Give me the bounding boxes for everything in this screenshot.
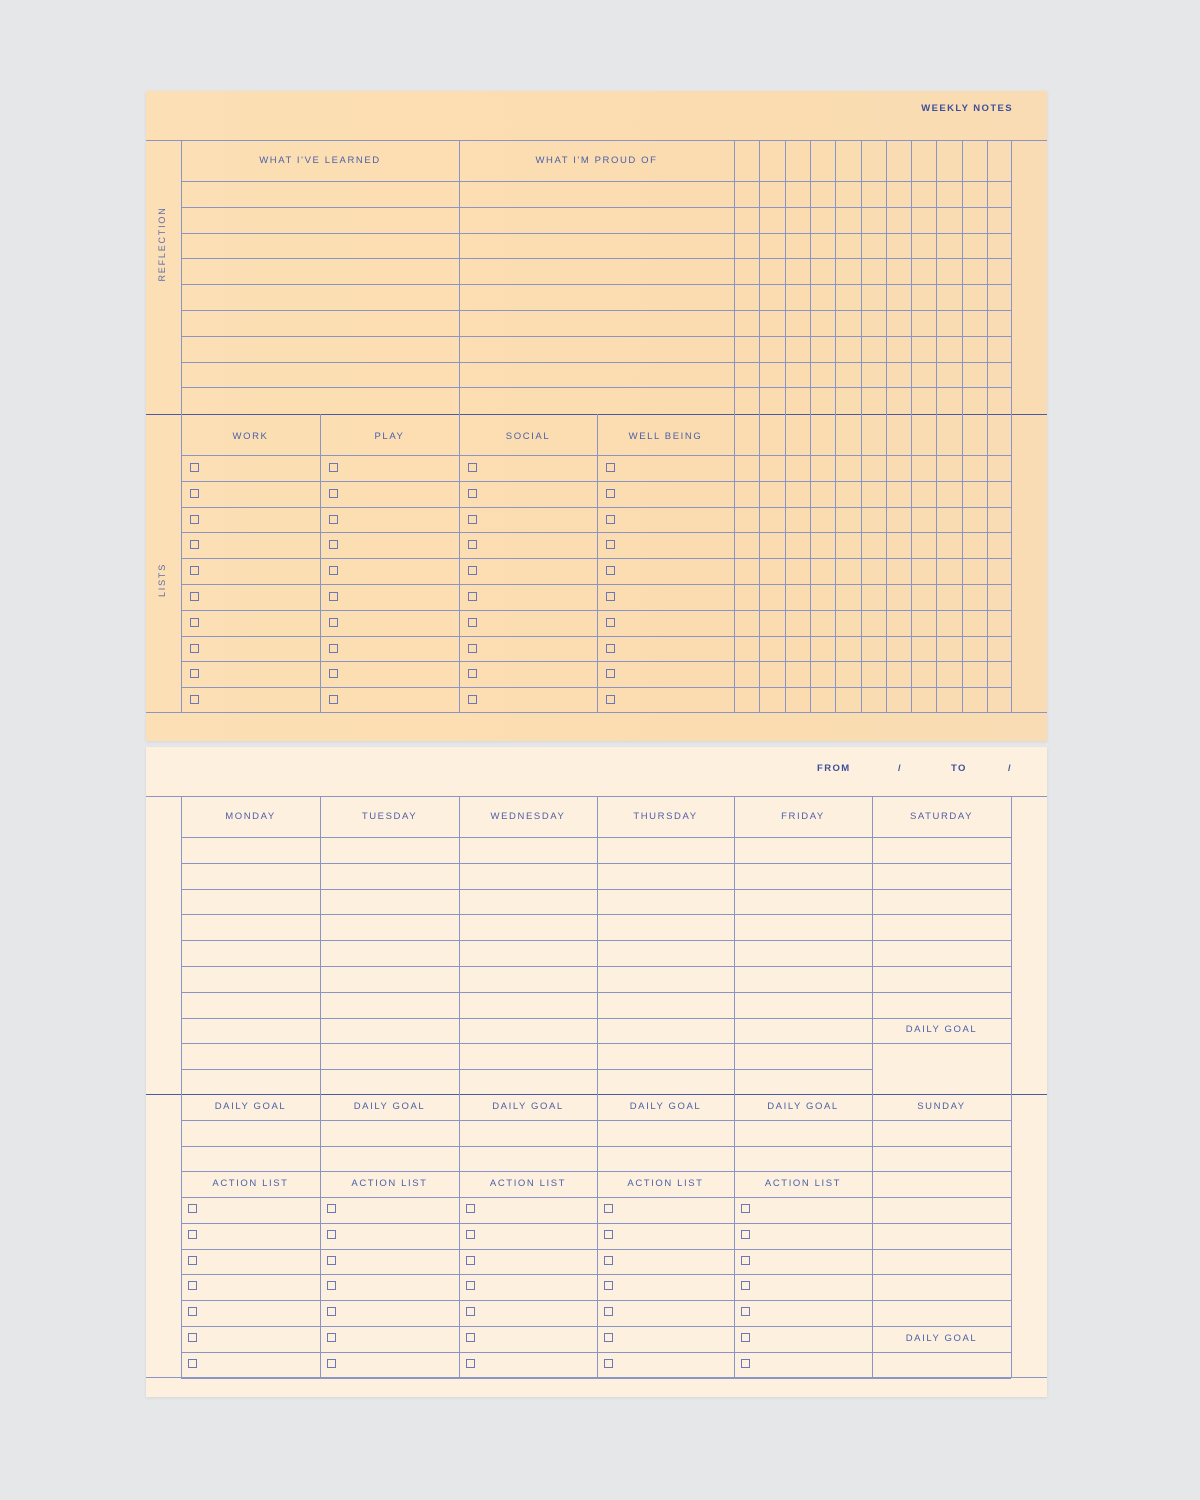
action-checkbox[interactable] [466, 1204, 475, 1213]
reflection-column-learned: WHAT I'VE LEARNED [259, 155, 381, 166]
sunday-header: SUNDAY [917, 1101, 966, 1112]
action-checkbox[interactable] [604, 1230, 613, 1239]
tracker-column-line [861, 140, 862, 712]
saturday-row-line [872, 1018, 1011, 1019]
action-row-line [181, 1274, 1011, 1275]
weekly-planner-sheet [146, 747, 1047, 1397]
action-checkbox[interactable] [188, 1281, 197, 1290]
list-checkbox[interactable] [606, 489, 615, 498]
list-column-header: PLAY [374, 431, 405, 442]
section-label-reflection: REFLECTION [157, 206, 167, 282]
list-row-line [181, 661, 1011, 662]
list-checkbox[interactable] [329, 669, 338, 678]
list-checkbox[interactable] [190, 695, 199, 704]
list-checkbox[interactable] [606, 695, 615, 704]
tracker-column-line [759, 140, 760, 712]
list-row-line [181, 610, 1011, 611]
sunday-daily-goal-label: DAILY GOAL [905, 1333, 978, 1344]
from-date-separator: / [898, 763, 903, 774]
list-checkbox[interactable] [329, 618, 338, 627]
day-row-line [181, 940, 1011, 941]
action-row-line [181, 1326, 1011, 1327]
list-checkbox[interactable] [329, 515, 338, 524]
action-checkbox[interactable] [741, 1204, 750, 1213]
action-checkbox[interactable] [604, 1281, 613, 1290]
action-checkbox[interactable] [466, 1359, 475, 1368]
action-checkbox[interactable] [188, 1230, 197, 1239]
goal-row-line [181, 1146, 1011, 1147]
grid-mid-border [734, 140, 735, 712]
list-checkbox[interactable] [190, 515, 199, 524]
action-checkbox[interactable] [466, 1333, 475, 1342]
reflection-row-line [181, 387, 1011, 388]
list-checkbox[interactable] [606, 463, 615, 472]
action-row-line [181, 1300, 1011, 1301]
goal-header-rule [181, 1120, 1011, 1121]
action-row-line [181, 1223, 1011, 1224]
action-checkbox[interactable] [741, 1307, 750, 1316]
action-checkbox[interactable] [466, 1307, 475, 1316]
day-row-line [181, 1043, 872, 1044]
action-checkbox[interactable] [741, 1256, 750, 1265]
sunday-goal-rule [872, 1352, 1011, 1353]
list-checkbox[interactable] [468, 463, 477, 472]
list-row-line [181, 481, 1011, 482]
list-checkbox[interactable] [468, 695, 477, 704]
days-header-rule [181, 837, 1011, 838]
action-checkbox[interactable] [604, 1204, 613, 1213]
list-checkbox[interactable] [468, 592, 477, 601]
action-list-label: ACTION LIST [489, 1178, 567, 1189]
daily-goal-label: DAILY GOAL [492, 1101, 564, 1112]
action-checkbox[interactable] [741, 1281, 750, 1290]
list-checkbox[interactable] [190, 489, 199, 498]
action-checkbox[interactable] [327, 1256, 336, 1265]
list-checkbox[interactable] [468, 489, 477, 498]
action-list-label: ACTION LIST [627, 1178, 704, 1189]
tracker-column-line [936, 140, 937, 712]
list-checkbox[interactable] [329, 489, 338, 498]
list-checkbox[interactable] [190, 540, 199, 549]
day-header: MONDAY [225, 811, 276, 822]
tracker-column-line [886, 140, 887, 712]
day-column-line [872, 796, 873, 1377]
list-checkbox[interactable] [606, 644, 615, 653]
list-checkbox[interactable] [606, 669, 615, 678]
action-checkbox[interactable] [327, 1359, 336, 1368]
day-header: THURSDAY [633, 811, 698, 822]
list-checkbox[interactable] [606, 618, 615, 627]
grid-right-border [1011, 140, 1012, 712]
day-header: SATURDAY [909, 811, 974, 822]
list-checkbox[interactable] [468, 644, 477, 653]
list-checkbox[interactable] [329, 540, 338, 549]
list-checkbox[interactable] [329, 463, 338, 472]
tracker-column-line [962, 140, 963, 712]
action-checkbox[interactable] [327, 1204, 336, 1213]
reflection-row-line [181, 310, 1011, 311]
action-checkbox[interactable] [466, 1256, 475, 1265]
action-checkbox[interactable] [188, 1359, 197, 1368]
list-checkbox[interactable] [329, 644, 338, 653]
list-row-line [181, 687, 1011, 688]
action-row-line [181, 1249, 1011, 1250]
list-checkbox[interactable] [329, 695, 338, 704]
reflection-row-line [181, 233, 1011, 234]
action-checkbox[interactable] [188, 1204, 197, 1213]
action-checkbox[interactable] [741, 1230, 750, 1239]
list-checkbox[interactable] [606, 540, 615, 549]
reflection-column-proud: WHAT I'M PROUD OF [535, 155, 658, 166]
daily-goal-label: DAILY GOAL [767, 1101, 839, 1112]
daily-goal-label: DAILY GOAL [214, 1101, 287, 1112]
action-header-rule [181, 1197, 1011, 1198]
goal-row-line [181, 1171, 1011, 1172]
tracker-column-line [785, 140, 786, 712]
list-checkbox[interactable] [606, 566, 615, 575]
list-checkbox[interactable] [190, 566, 199, 575]
action-list-label: ACTION LIST [351, 1178, 428, 1189]
day-column-line [459, 796, 460, 1377]
list-row-line [181, 584, 1011, 585]
list-checkbox[interactable] [468, 618, 477, 627]
tracker-column-line [987, 140, 988, 712]
list-column-header: SOCIAL [505, 431, 551, 442]
action-checkbox[interactable] [604, 1359, 613, 1368]
reflection-header-rule [181, 181, 1011, 182]
action-checkbox[interactable] [604, 1333, 613, 1342]
reflection-row-line [181, 207, 1011, 208]
reflection-row-line [181, 362, 1011, 363]
list-row-line [181, 532, 1011, 533]
day-column-line [597, 796, 598, 1377]
action-checkbox[interactable] [741, 1359, 750, 1368]
action-checkbox[interactable] [466, 1281, 475, 1290]
weekly-notes-sheet [146, 91, 1047, 741]
day-column-line [181, 796, 182, 1377]
action-checkbox[interactable] [604, 1256, 613, 1265]
list-checkbox[interactable] [190, 669, 199, 678]
section-label-lists: LISTS [157, 563, 167, 598]
list-row-line [181, 636, 1011, 637]
list-checkbox[interactable] [468, 669, 477, 678]
day-column-line [734, 796, 735, 1377]
from-label: FROM [817, 763, 851, 774]
day-row-line [181, 1018, 872, 1019]
day-row-line [181, 863, 1011, 864]
list-checkbox[interactable] [190, 592, 199, 601]
sheet-title: WEEKLY NOTES [921, 103, 1013, 114]
reflection-row-line [181, 284, 1011, 285]
daily-goal-label: DAILY GOAL [353, 1101, 426, 1112]
action-checkbox[interactable] [604, 1307, 613, 1316]
list-checkbox[interactable] [190, 644, 199, 653]
list-checkbox[interactable] [468, 515, 477, 524]
lists-header-rule [181, 455, 1011, 456]
action-checkbox[interactable] [327, 1230, 336, 1239]
action-checkbox[interactable] [327, 1307, 336, 1316]
day-column-line [1011, 796, 1012, 1377]
action-row-line [181, 1352, 872, 1353]
list-checkbox[interactable] [606, 515, 615, 524]
tracker-column-line [835, 140, 836, 712]
action-checkbox[interactable] [327, 1333, 336, 1342]
day-row-line [181, 966, 1011, 967]
list-checkbox[interactable] [606, 592, 615, 601]
action-checkbox[interactable] [188, 1307, 197, 1316]
action-checkbox[interactable] [466, 1230, 475, 1239]
reflection-row-line [181, 258, 1011, 259]
saturday-daily-goal-label: DAILY GOAL [905, 1024, 978, 1035]
list-column-header: WORK [232, 431, 269, 442]
day-row-line [181, 914, 1011, 915]
day-row-line [181, 1069, 872, 1070]
action-list-label: ACTION LIST [212, 1178, 289, 1189]
action-checkbox[interactable] [188, 1333, 197, 1342]
action-checkbox[interactable] [327, 1281, 336, 1290]
day-row-line [181, 889, 1011, 890]
tracker-column-line [810, 140, 811, 712]
list-checkbox[interactable] [468, 540, 477, 549]
to-date-separator: / [1008, 763, 1013, 774]
footer-rule [146, 712, 1047, 713]
tracker-column-line [911, 140, 912, 712]
list-checkbox[interactable] [329, 592, 338, 601]
list-column-divider [459, 414, 460, 712]
list-column-header: WELL BEING [628, 431, 703, 442]
daily-goal-label: DAILY GOAL [629, 1101, 702, 1112]
grid-left-border [181, 140, 182, 712]
action-list-label: ACTION LIST [764, 1178, 842, 1189]
action-checkbox[interactable] [188, 1256, 197, 1265]
saturday-goal-rule [872, 1043, 1011, 1044]
day-row-line [181, 992, 1011, 993]
list-checkbox[interactable] [329, 566, 338, 575]
day-header: TUESDAY [361, 811, 418, 822]
action-checkbox[interactable] [741, 1333, 750, 1342]
reflection-row-line [181, 336, 1011, 337]
list-row-line [181, 558, 1011, 559]
list-row-line [181, 507, 1011, 508]
day-column-line [320, 796, 321, 1377]
to-label: TO [951, 763, 967, 774]
list-column-divider [320, 414, 321, 712]
list-column-divider [597, 414, 598, 712]
day-header: FRIDAY [781, 811, 825, 822]
day-header: WEDNESDAY [490, 811, 566, 822]
list-checkbox[interactable] [190, 463, 199, 472]
list-checkbox[interactable] [190, 618, 199, 627]
list-checkbox[interactable] [468, 566, 477, 575]
action-row-line [181, 1378, 1011, 1379]
